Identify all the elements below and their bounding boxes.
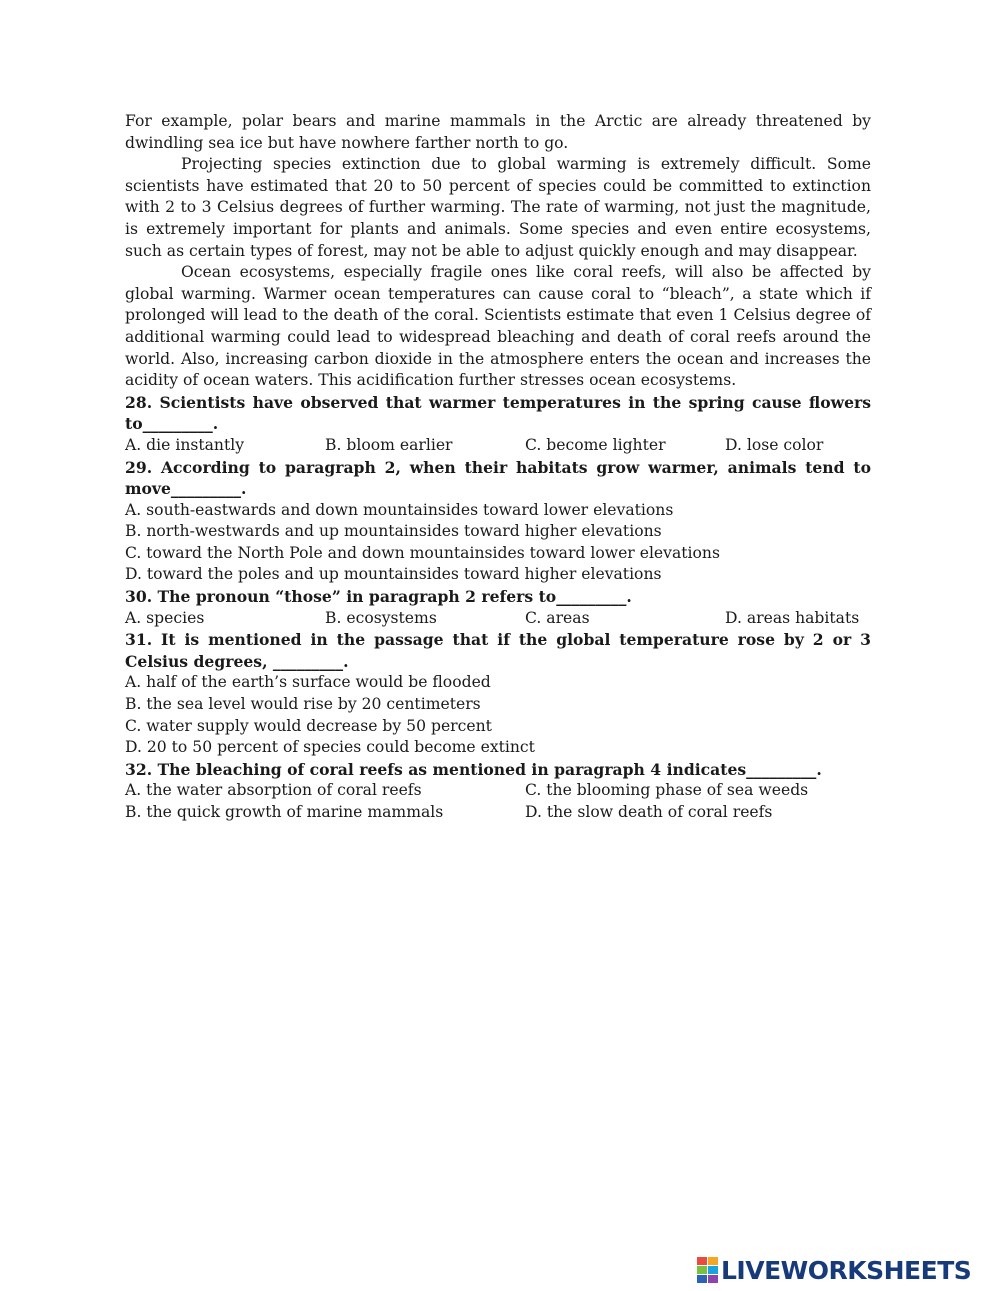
option-d[interactable]: D. areas habitats xyxy=(725,608,860,627)
answer-options xyxy=(125,435,871,457)
question-stem: 32. The bleaching of coral reefs as mentioned in paragraph 4 indicates_________. xyxy=(125,759,822,779)
question-stem: 29. According to paragraph 2, when their habitats grow warmer, animals tend to move_________. xyxy=(125,457,871,499)
option-c[interactable]: C. the blooming phase of sea weeds xyxy=(525,781,809,800)
answer-options xyxy=(125,780,871,802)
question-stem: 31. It is mentioned in the passage that if the global temperature rose by 2 or 3 Celsius degrees, _________. xyxy=(125,630,871,671)
logo-blocks-icon xyxy=(697,1257,718,1283)
logo-block xyxy=(697,1266,707,1274)
logo-block xyxy=(697,1275,707,1283)
option-c[interactable]: C. water supply would decrease by 50 percent xyxy=(125,716,492,735)
answer-options xyxy=(125,802,871,824)
passage-paragraph: Ocean ecosystems, especially fragile ones like coral reefs, will also be affected by global warming. Warmer ocean temperatures can cause coral to “bleach”, a state which if prolonged will lead to the death of the coral. Scientists estimate that even 1 Celsius degree of additional warming could lead to widespread bleaching and death of coral reefs around the world. Also, increasing carbon dioxide in the atmosphere enters the ocean and increases the acidity of ocean waters. This acidification further stresses ocean ecosystems. xyxy=(125,263,871,390)
option-b[interactable]: B. the quick growth of marine mammals xyxy=(125,803,444,821)
option-a[interactable]: A. half of the earth’s surface would be flooded xyxy=(125,673,491,692)
passage-paragraph: For example, polar bears and marine mammals in the Arctic are already threatened by dwindling sea ice but have nowhere farther north to go. xyxy=(125,112,871,152)
option-c[interactable]: C. become lighter xyxy=(525,435,666,454)
option-a[interactable]: A. species xyxy=(125,608,205,627)
logo-block xyxy=(708,1257,718,1265)
question-stem: 30. The pronoun “those” in paragraph 2 refers to_________. xyxy=(125,587,632,607)
option-b[interactable]: B. the sea level would rise by 20 centimeters xyxy=(125,695,481,714)
logo-block xyxy=(697,1257,707,1265)
option-d[interactable]: D. toward the poles and up mountainsides toward higher elevations xyxy=(125,565,662,584)
answer-options xyxy=(125,608,871,630)
logo-text: LIVEWORKSHEETS xyxy=(721,1255,972,1285)
option-d[interactable]: D. the slow death of coral reefs xyxy=(525,803,773,821)
option-d[interactable]: D. lose color xyxy=(725,435,824,454)
option-a[interactable]: A. south-eastwards and down mountainsides toward lower elevations xyxy=(125,500,674,519)
option-a[interactable]: A. the water absorption of coral reefs xyxy=(125,781,422,800)
option-b[interactable]: B. north-westwards and up mountainsides toward higher elevations xyxy=(125,522,662,541)
logo-block xyxy=(708,1266,718,1274)
question-stem: 28. Scientists have observed that warmer temperatures in the spring cause flowers to_________. xyxy=(125,392,871,434)
option-b[interactable]: B. bloom earlier xyxy=(325,435,453,454)
option-d[interactable]: D. 20 to 50 percent of species could become extinct xyxy=(125,738,535,757)
worksheet-page xyxy=(125,111,871,824)
option-c[interactable]: C. areas xyxy=(525,608,590,627)
option-c[interactable]: C. toward the North Pole and down mountainsides toward lower elevations xyxy=(125,543,720,562)
option-b[interactable]: B. ecosystems xyxy=(325,608,437,627)
liveworksheets-logo[interactable] xyxy=(697,1256,971,1284)
passage-paragraph: Projecting species extinction due to global warming is extremely difficult. Some scientists have estimated that 20 to 50 percent of species could be committed to extinction with 2 to 3 Celsius degrees of further warming. The rate of warming, not just the magnitude, is extremely important for plants and animals. Some species and even entire ecosystems, such as certain types of forest, may not be able to adjust quickly enough and may disappear. xyxy=(125,155,871,260)
option-a[interactable]: A. die instantly xyxy=(125,435,245,454)
logo-block xyxy=(708,1275,718,1283)
